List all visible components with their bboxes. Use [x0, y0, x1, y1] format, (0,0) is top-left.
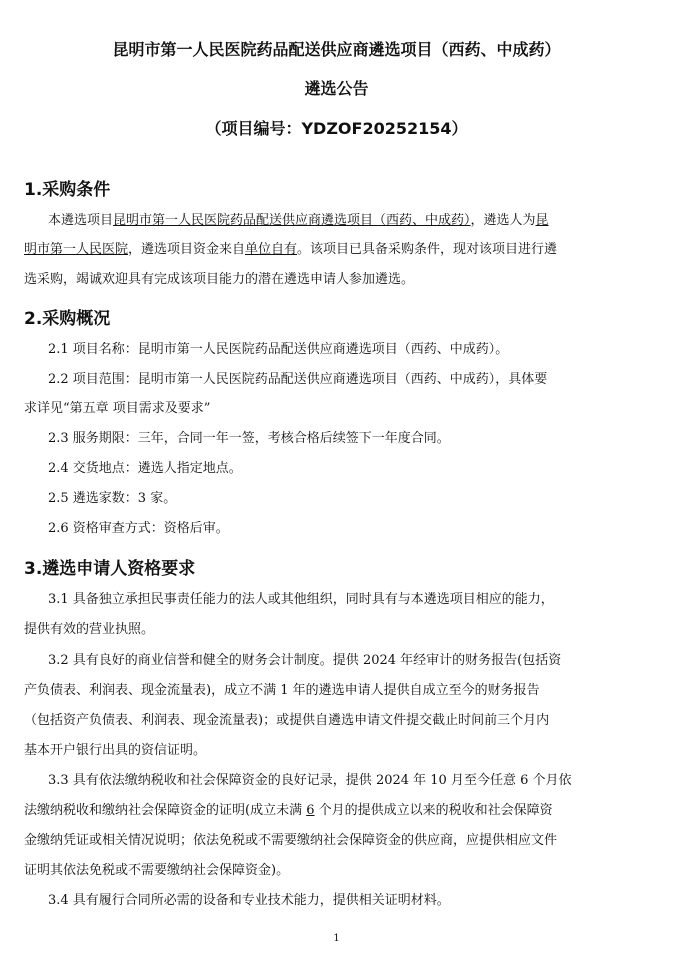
fund-source-underlined: 单位自有 [245, 242, 298, 257]
text-segment: ，遴选项目资金来自 [128, 242, 246, 257]
list-item-continuation: 产负债表、利润表、现金流量表)，成立不满 1 年的遴选申请人提供自成立至今的财务报告 [24, 683, 540, 698]
section-heading-3: 3.遴选申请人资格要求 [24, 559, 196, 579]
list-item: 2.3 服务期限：三年，合同一年一签，考核合格后续签下一年度合同。 [48, 431, 450, 446]
project-number: （项目编号：YDZOF20252154） [205, 119, 468, 138]
list-item: 3.4 具有履行合同所必需的设备和专业技术能力，提供相关证明材料。 [48, 893, 450, 908]
list-item: 2.6 资格审查方式：资格后审。 [48, 521, 229, 536]
text-segment: 法缴纳税收和缴纳社会保障资金的证明(成立未满 [24, 803, 307, 818]
list-item: 2.4 交货地点：遴选人指定地点。 [48, 461, 242, 476]
section-heading-2: 2.采购概况 [24, 309, 111, 329]
text-segment: 本遴选项目 [48, 213, 114, 228]
document-subtitle: 遴选公告 [304, 79, 369, 98]
list-item-continuation: 提供有效的营业执照。 [24, 622, 155, 637]
paragraph-line [24, 240, 557, 259]
list-item: 3.2 具有良好的商业信誉和健全的财务会计制度。提供 2024 年经审计的财务报告(包括资 [48, 653, 562, 668]
document-title: 昆明市第一人民医院药品配送供应商遴选项目（西药、中成药） [112, 40, 561, 59]
text-segment: 。该项目已具备采购条件，现对该项目进行遴 [297, 242, 558, 257]
buyer-name-underlined: 明市第一人民医院 [24, 242, 129, 257]
paragraph-line [48, 211, 549, 230]
list-item: 3.3 具有依法缴纳税收和社会保障资金的良好记录，提供 2024 年 10 月至今任意 6 个月依 [48, 773, 572, 788]
months-underlined: 6 [306, 803, 315, 818]
list-item-continuation [24, 801, 553, 820]
list-item: 2.5 遴选家数：3 家。 [48, 491, 177, 506]
page-number: 1 [333, 933, 340, 944]
list-item-continuation: 求详见“第五章 项目需求及要求” [24, 401, 211, 416]
list-item-continuation: 证明其依法免税或不需要缴纳社会保障资金)。 [24, 863, 290, 878]
project-name-underlined: 昆明市第一人民医院药品配送供应商遴选项目（西药、中成药） [113, 213, 471, 228]
section-heading-1: 1.采购条件 [24, 180, 111, 200]
list-item-continuation: 金缴纳凭证或相关情况说明；依法免税或不需要缴纳社会保障资金的供应商，应提供相应文件 [24, 833, 558, 848]
list-item: 2.1 项目名称：昆明市第一人民医院药品配送供应商遴选项目（西药、中成药）。 [48, 342, 509, 357]
text-segment: 个月的提供成立以来的税收和社会保障资 [314, 803, 553, 818]
list-item: 2.2 项目范围：昆明市第一人民医院药品配送供应商遴选项目（西药、中成药），具体要 [48, 372, 548, 387]
list-item: 3.1 具备独立承担民事责任能力的法人或其他组织，同时具有与本遴选项目相应的能力， [48, 592, 554, 607]
text-segment: ，遴选人为 [470, 213, 536, 228]
list-item-continuation: 基本开户银行出具的资信证明。 [24, 743, 207, 758]
list-item-continuation: （包括资产负债表、利润表、现金流量表)；或提供自遴选申请文件提交截止时间前三个月内 [24, 713, 550, 728]
paragraph-line: 选采购，竭诚欢迎具有完成该项目能力的潜在遴选申请人参加遴选。 [24, 272, 415, 287]
buyer-name-underlined: 昆 [535, 213, 549, 228]
